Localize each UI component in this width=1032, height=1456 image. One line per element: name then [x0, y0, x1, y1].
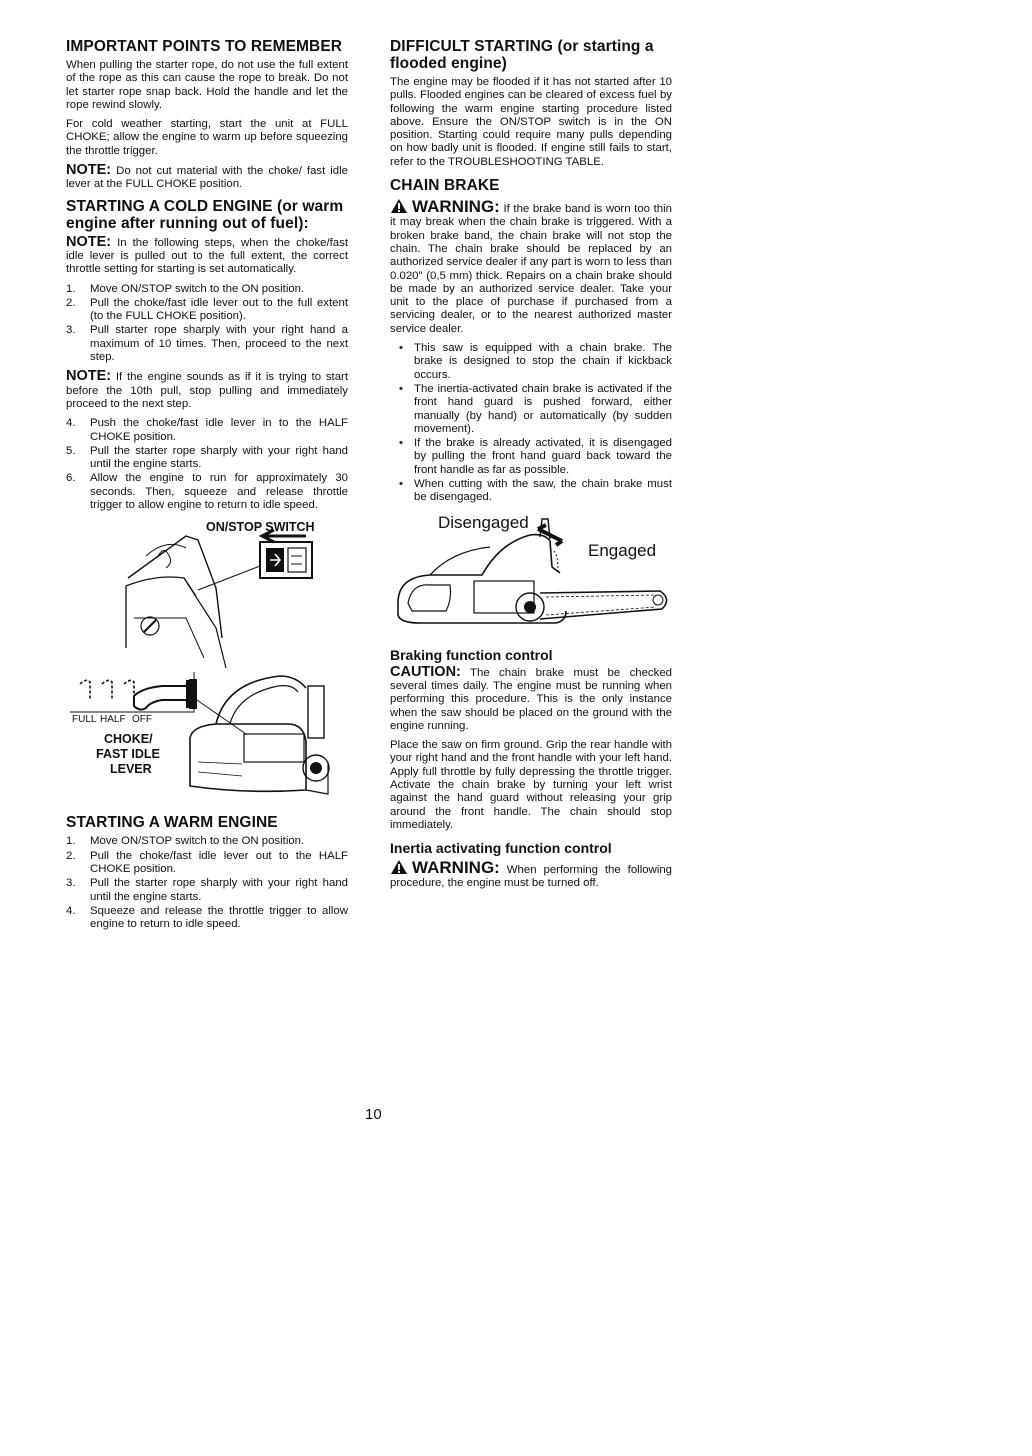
choke-half-label: HALF — [100, 714, 126, 726]
on-stop-switch-label: ON/STOP SWITCH — [206, 520, 315, 535]
warning-text: If the brake band is worn too thin it may break when the chain brake is triggered. With a broken brake band, the chain brake will not stop the chain. The chain brake should be replaced by an authorized service dealer if any part is worn to less than 0.020" (0,5 mm) thick. Repairs on a chain brake should be made by an authorized service dealer. Take your unit to the place of purchase if purchased from a servicing dealer, or to the nearest authorized master service dealer. — [390, 203, 672, 335]
bullet-icon: • — [399, 478, 403, 491]
bullet-text: When cutting with the saw, the chain brake must be disengaged. — [414, 478, 672, 504]
note-text: In the following steps, when the choke/fast idle lever is pulled out to the full extent, the correct throttle setting for starting is set automatically. — [66, 236, 348, 276]
warning-label: WARNING: — [412, 858, 500, 878]
bullet-text: The inertia-activated chain brake is activated if the front hand guard is pushed forward, either manually (by hand) or automatically (by sudden movement). — [414, 382, 672, 435]
list-item — [390, 437, 672, 477]
note-label: NOTE: — [66, 368, 112, 385]
choke-lever-label-1: CHOKE/ — [104, 732, 153, 747]
warning-label: WARNING: — [412, 197, 500, 217]
warning-triangle-icon — [390, 198, 408, 214]
warm-start-heading: STARTING A WARM ENGINE — [66, 814, 278, 832]
choke-lever-label-3: LEVER — [110, 762, 152, 777]
left-column — [66, 38, 348, 937]
step-text: Pull the starter rope sharply with your right hand until the engine starts. — [90, 877, 348, 903]
list-item — [66, 324, 348, 364]
note-label: NOTE: — [66, 233, 112, 250]
step-number: 6. — [66, 472, 76, 485]
important-points-heading: IMPORTANT POINTS TO REMEMBER — [66, 38, 343, 55]
note-text: Do not cut material with the choke/ fast idle lever at the FULL CHOKE position. — [66, 165, 348, 191]
caution-text: The chain brake must be checked several times daily. The engine must be running when performing this procedure. This is the only instance when the saw should be placed on the ground with the engine running. — [390, 666, 672, 732]
step-number: 1. — [66, 835, 76, 848]
list-item — [66, 850, 348, 877]
note-label: NOTE: — [66, 162, 112, 179]
switch-illustration — [66, 518, 348, 668]
choke-lever-figure — [66, 672, 348, 804]
braking-procedure: Place the saw on firm ground. Grip the rear handle with your right hand and the front handle with your left hand. Apply full throttle by fully depressing the throttle trigger. Activate the chain brake by turning your left wrist against the hand guard without releasing your grip around the front handle. The chain should stop immediately. — [390, 739, 672, 831]
choke-off-label: OFF — [132, 714, 152, 726]
warm-start-steps — [66, 835, 348, 931]
choke-full-label: FULL — [72, 714, 97, 726]
list-item — [66, 297, 348, 324]
step-number: 5. — [66, 444, 76, 457]
inertia-function-heading: Inertia activating function control — [390, 840, 612, 857]
list-item — [66, 835, 348, 848]
cold-start-note-2 — [66, 370, 348, 411]
page-number: 10 — [365, 1106, 382, 1123]
cold-start-steps-b — [66, 417, 348, 512]
cold-start-heading: STARTING A COLD ENGINE (or warm engine after running out of fuel): — [66, 197, 344, 232]
step-text: Move ON/STOP switch to the ON position. — [90, 282, 305, 295]
cold-start-note-1 — [66, 233, 348, 277]
chain-saw-illustration — [390, 511, 672, 639]
disengaged-label: Disengaged — [438, 512, 529, 532]
step-number: 3. — [66, 324, 76, 337]
bullet-text: This saw is equipped with a chain brake. The brake is designed to stop the chain if kickback occurs. — [414, 342, 672, 381]
step-text: Squeeze and release the throttle trigger to allow engine to return to idle speed. — [90, 904, 348, 931]
inertia-warning — [390, 859, 672, 891]
choke-lever-label-2: FAST IDLE — [96, 747, 160, 762]
step-number: 3. — [66, 877, 76, 890]
bullet-icon: • — [399, 437, 403, 450]
list-item — [390, 478, 672, 505]
chain-brake-figure — [390, 511, 672, 639]
step-text: Pull the starter rope sharply with your right hand until the engine starts. — [90, 444, 348, 471]
list-item — [66, 472, 348, 512]
step-text: Push the choke/fast idle lever in to the HALF CHOKE position. — [90, 417, 348, 443]
warning-text: When performing the following procedure, the engine must be turned off. — [390, 864, 672, 890]
list-item — [66, 877, 348, 904]
cold-start-steps-a — [66, 283, 348, 365]
list-item — [390, 383, 672, 436]
note-text: If the engine sounds as if it is trying to start before the 10th pull, stop pulling and immediately proceed to the next step. — [66, 371, 348, 410]
step-number: 1. — [66, 282, 76, 295]
step-number: 4. — [66, 417, 76, 430]
list-item — [66, 905, 348, 932]
step-number: 2. — [66, 849, 76, 862]
list-item — [66, 445, 348, 472]
step-number: 2. — [66, 296, 76, 309]
bullet-icon: • — [399, 342, 403, 355]
list-item — [66, 417, 348, 444]
warning-triangle-icon — [390, 859, 408, 875]
list-item — [390, 342, 672, 382]
engaged-label: Engaged — [588, 540, 657, 560]
difficult-starting-heading: DIFFICULT STARTING (or starting a flooded engine) — [390, 38, 654, 72]
important-points-note — [66, 164, 348, 192]
step-text: Move ON/STOP switch to the ON position. — [90, 835, 305, 848]
difficult-starting-text: The engine may be flooded if it has not started after 10 pulls. Flooded engines can be cleared of excess fuel by following the warm engine starting procedure listed above. Ensure the ON/STOP switch is in the ON position. Starting could require many pulls depending on how badly unit is flooded. If engine still fails to start, refer to the TROUBLESHOOTING TABLE. — [390, 76, 672, 168]
braking-caution — [390, 663, 672, 733]
chain-brake-bullets — [390, 342, 672, 505]
caution-label: CAUTION: — [390, 663, 461, 680]
bullet-text: If the brake is already activated, it is disengaged by pulling the front hand guard back toward the front handle as far as possible. — [414, 437, 672, 476]
step-text: Allow the engine to run for approximately 30 seconds. Then, squeeze and release throttle trigger to allow engine to return to idle speed. — [90, 472, 348, 512]
chain-brake-heading: CHAIN BRAKE — [390, 177, 500, 195]
step-text: Pull the choke/fast idle lever out to the HALF CHOKE position. — [90, 849, 348, 875]
important-points-p1: When pulling the starter rope, do not use the full extent of the rope as this can cause the rope to break. Do not let starter rope snap back. Hold the handle and let the rope rewind slowly. — [66, 59, 348, 111]
step-text: Pull the choke/fast idle lever out to the full extent (to the FULL CHOKE position). — [90, 296, 348, 323]
step-number: 4. — [66, 904, 76, 917]
step-text: Pull starter rope sharply with your right hand a maximum of 10 times. Then, proceed to the next step. — [90, 324, 348, 364]
list-item — [66, 283, 348, 296]
right-column — [390, 38, 672, 897]
chain-brake-warning — [390, 198, 672, 336]
important-points-p2: For cold weather starting, start the unit at FULL CHOKE; allow the engine to warm up before squeezing the throttle trigger. — [66, 118, 348, 157]
on-stop-switch-figure — [66, 518, 348, 668]
bullet-icon: • — [399, 382, 403, 395]
braking-function-heading: Braking function control — [390, 646, 553, 663]
